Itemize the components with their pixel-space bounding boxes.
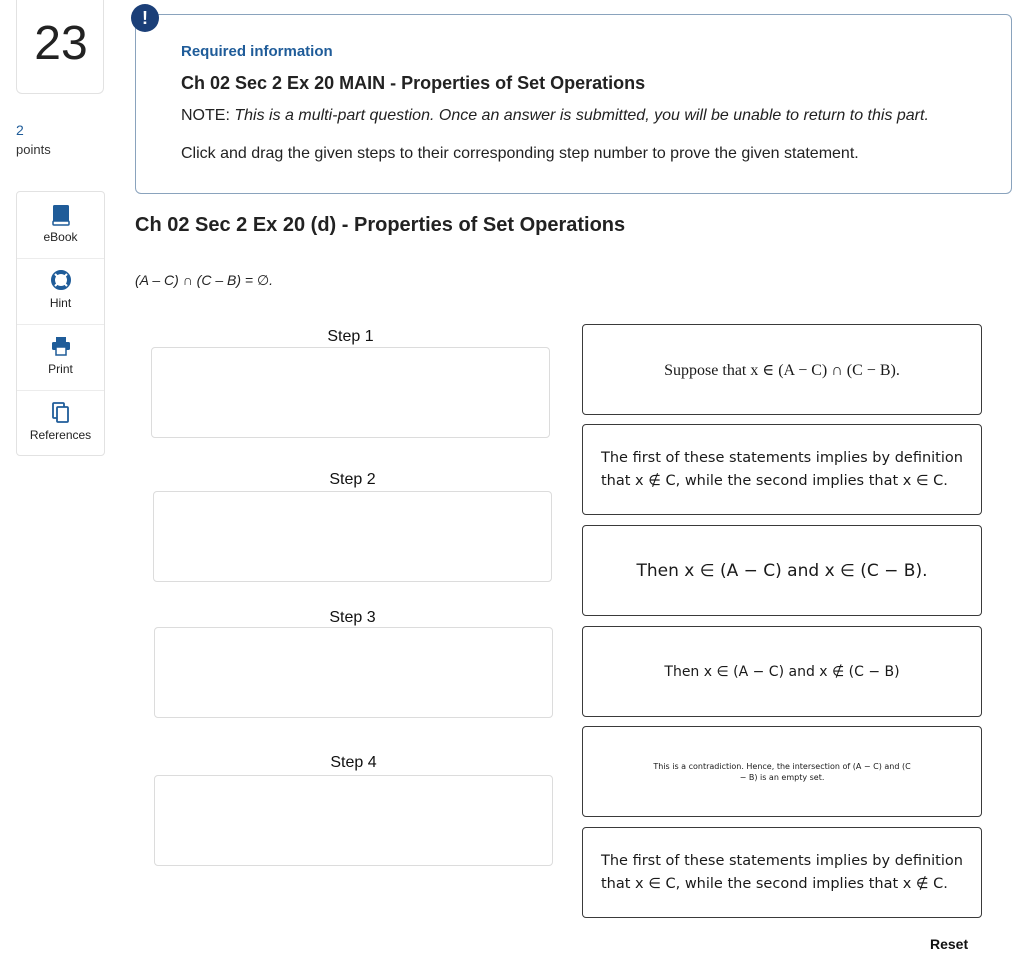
step-2-dropzone[interactable] <box>153 491 552 582</box>
main-problem-title: Ch 02 Sec 2 Ex 20 MAIN - Properties of Set Operations <box>181 73 646 93</box>
question-number: 23 <box>34 17 88 70</box>
tools-panel <box>16 191 105 456</box>
question-number-box <box>16 0 104 94</box>
card-text: Then x ∈ (A − C) and x ∈ (C − B). <box>636 560 928 581</box>
note-body: This is a multi-part question. Once an answer is submitted, you will be unable to return to this part. <box>234 107 929 124</box>
step-1-dropzone[interactable] <box>151 347 550 438</box>
required-info-box <box>135 14 1012 194</box>
ebook-button[interactable] <box>17 192 104 259</box>
card-text: The first of these statements implies by definition that x ∉ C, while the second implies that x ∈ C. <box>601 449 963 489</box>
note-prefix: NOTE: <box>181 107 235 124</box>
card-text: Then x ∈ (A − C) and x ∉ (C − B) <box>664 663 900 680</box>
reset-button[interactable]: Reset <box>930 936 969 952</box>
draggable-step-card[interactable] <box>582 525 982 616</box>
ebook-label: eBook <box>43 230 78 244</box>
problem-statement: (A – C) ∩ (C – B) = ∅. <box>135 272 274 288</box>
lifebuoy-icon <box>51 270 71 290</box>
card-text: The first of these statements implies by definition that x ∈ C, while the second implies that x ∉ C. <box>601 852 963 892</box>
alert-icon: ! <box>131 4 159 32</box>
draggable-step-card[interactable] <box>582 424 982 515</box>
book-icon <box>52 204 70 226</box>
note-text <box>181 106 971 125</box>
print-label: Print <box>48 362 73 376</box>
instruction-text: Click and drag the given steps to their corresponding step number to prove the given statement. <box>181 145 859 162</box>
required-info-label: Required information <box>181 43 333 60</box>
hint-label: Hint <box>49 296 72 310</box>
card-text: This is a contradiction. Hence, the intersection of (A − C) and (C − B) is an empty set. <box>653 761 911 782</box>
step-1-label: Step 1 <box>327 328 374 345</box>
draggable-step-card[interactable] <box>582 726 982 817</box>
problem-title: Ch 02 Sec 2 Ex 20 (d) - Properties of Set Operations <box>135 214 626 236</box>
card-text: Suppose that x ∈ (A − C) ∩ (C − B). <box>664 361 900 379</box>
step-4-label: Step 4 <box>330 754 377 771</box>
documents-icon <box>52 402 70 424</box>
hint-button[interactable] <box>17 258 104 325</box>
step-3-dropzone[interactable] <box>154 627 553 718</box>
points-label: points <box>16 142 51 157</box>
step-4-dropzone[interactable] <box>154 775 553 866</box>
step-3-label: Step 3 <box>329 609 376 626</box>
draggable-step-card[interactable] <box>582 626 982 717</box>
references-label: References <box>29 428 92 442</box>
printer-icon <box>51 336 71 356</box>
step-2-label: Step 2 <box>329 471 376 488</box>
draggable-step-card[interactable] <box>582 827 982 918</box>
print-button[interactable] <box>17 324 104 391</box>
draggable-step-card[interactable] <box>582 324 982 415</box>
points-value: 2 <box>16 122 24 138</box>
references-button[interactable] <box>17 390 104 456</box>
